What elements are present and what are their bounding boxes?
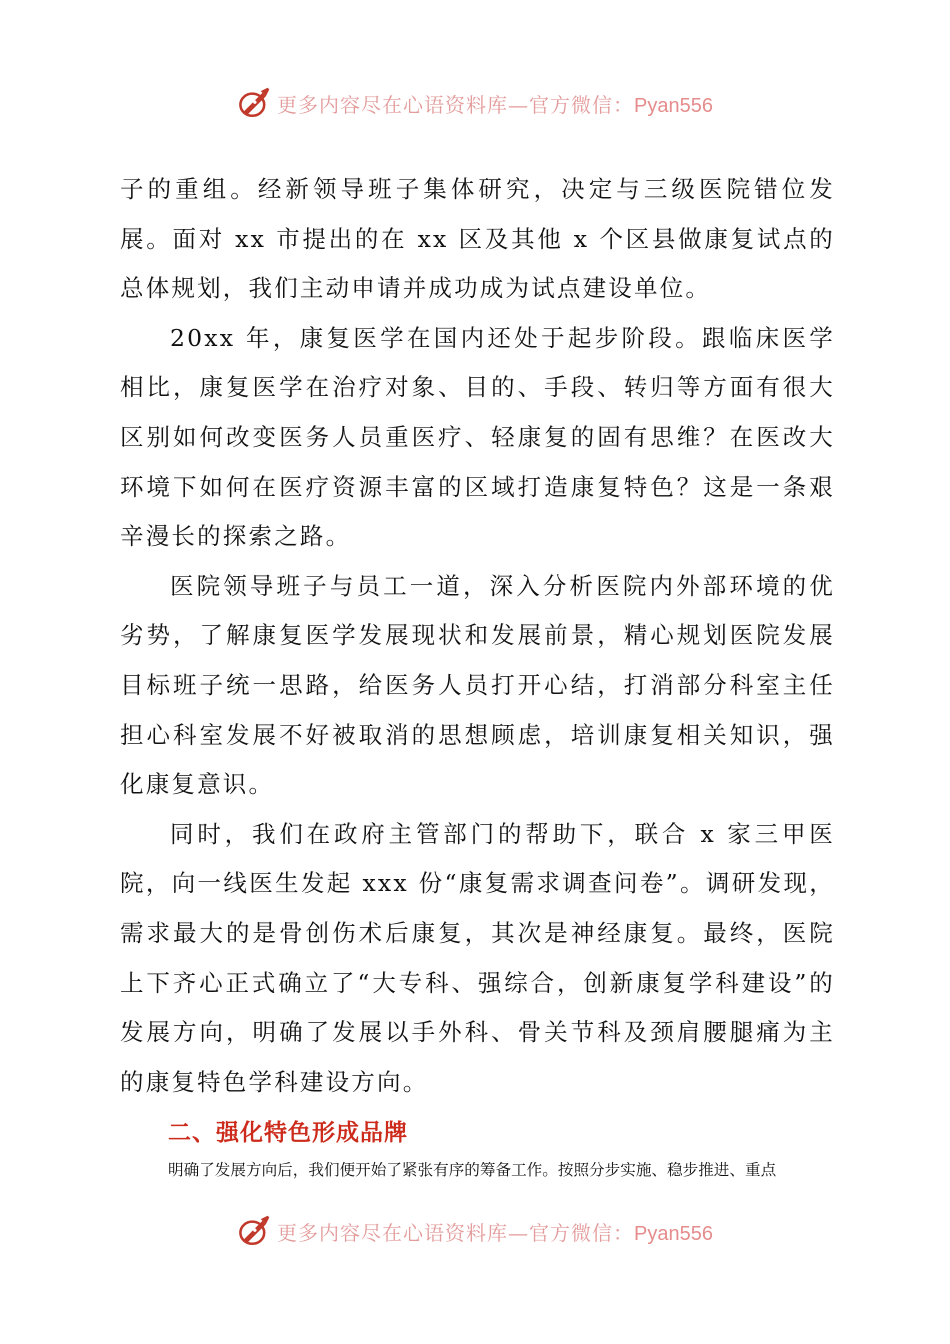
- header-banner-prefix: 更多内容尽在心语资料库—官方微信：: [277, 92, 635, 117]
- paragraph-1: 子的重组。经新领导班子集体研究，决定与三级医院错位发展。面对 xx 市提出的在 xx 区及其他 x 个区县做康复试点的总体规划，我们主动申请并成功成为试点建设单位。: [120, 175, 835, 303]
- section-first-line: 明确了发展方向后，我们便开始了紧张有序的筹备工作。按照分步实施、稳步推进、重点: [168, 1161, 777, 1179]
- footer-banner-prefix: 更多内容尽在心语资料库—官方微信：: [277, 1220, 635, 1245]
- document-body: [120, 165, 835, 1107]
- pen-nib-circle-icon: [237, 86, 271, 120]
- header-banner-text: [277, 89, 713, 118]
- pen-nib-circle-icon: [237, 1214, 271, 1248]
- paragraph-2: 20xx 年，康复医学在国内还处于起步阶段。跟临床医学相比，康复医学在治疗对象、目的、手段、转归等方面有很大区别如何改变医务人员重医疗、轻康复的固有思维？在医改大环境下如何在医疗资源丰富的区域打造康复特色？这是一条艰辛漫长的探索之路。: [120, 323, 835, 551]
- footer-banner-account: Pyan556: [634, 1222, 713, 1245]
- header-banner: [0, 78, 950, 128]
- footer-banner-text: [277, 1217, 713, 1246]
- footer-banner: [0, 1206, 950, 1256]
- header-banner-account: Pyan556: [634, 94, 713, 117]
- paragraph-3: 医院领导班子与员工一道，深入分析医院内外部环境的优劣势，了解康复医学发展现状和发展前景，精心规划医院发展目标班子统一思路，给医务人员打开心结，打消部分科室主任担心科室发展不好被取消的思想顾虑，培训康复相关知识，强化康复意识。: [120, 571, 835, 799]
- paragraph-4: 同时，我们在政府主管部门的帮助下，联合 x 家三甲医院，向一线医生发起 xxx 份“康复需求调查问卷”。调研发现，需求最大的是骨创伤术后康复，其次是神经康复。最终，医院上下齐心正式确立了“大专科、强综合，创新康复学科建设”的发展方向，明确了发展以手外科、骨关节科及颈肩腰腿痛为主的康复特色学科建设方向。: [120, 819, 835, 1096]
- section-heading: 二、强化特色形成品牌: [168, 1120, 408, 1146]
